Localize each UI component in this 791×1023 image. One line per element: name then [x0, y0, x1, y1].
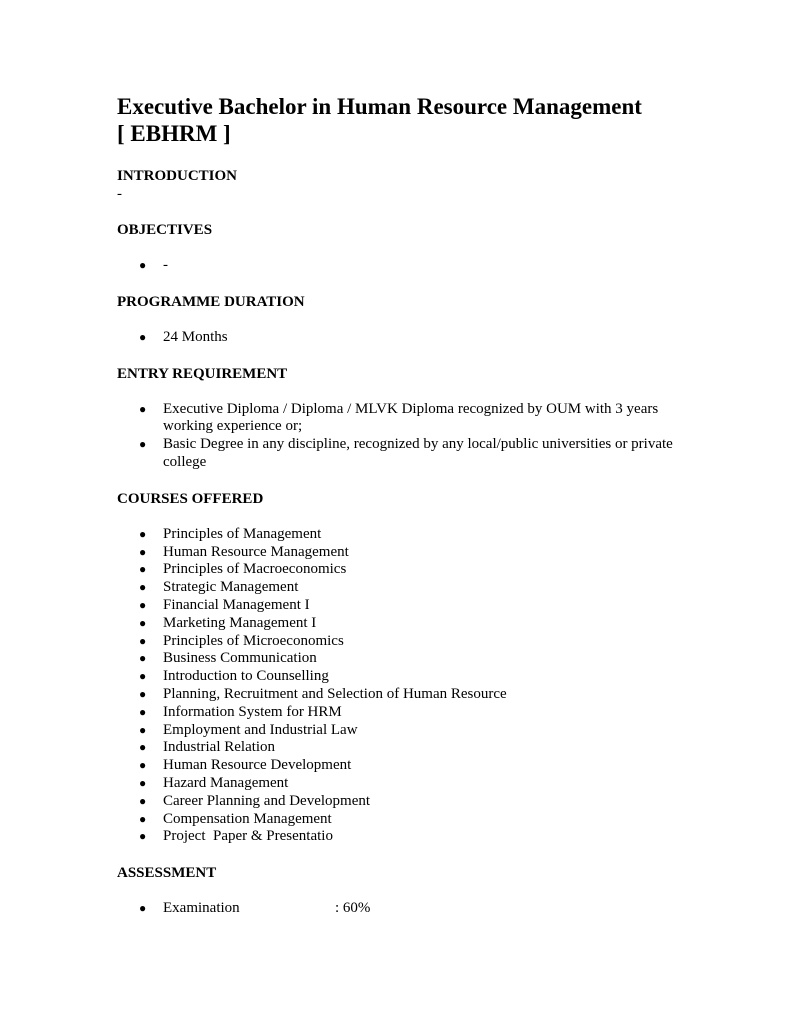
list-item	[117, 597, 677, 615]
course-text: Financial Management I	[163, 596, 310, 613]
bullet-icon: ●	[139, 722, 147, 737]
course-text: Strategic Management	[163, 579, 299, 596]
title-line-1: Executive Bachelor in Human Resource Management	[117, 94, 642, 119]
course-text: Career Planning and Development	[163, 792, 371, 809]
list-item	[117, 828, 677, 846]
course-text: Employment and Industrial Law	[163, 721, 358, 738]
course-text: Introduction to Counselling	[163, 668, 329, 685]
assessment-value: : 60%	[335, 900, 371, 917]
introduction-text: -	[117, 186, 122, 202]
course-text: Marketing Management I	[163, 614, 317, 631]
courses-offered-heading: COURSES OFFERED	[117, 490, 264, 507]
document-title	[117, 93, 677, 147]
list-item	[117, 668, 677, 686]
bullet-icon: ●	[139, 793, 147, 808]
objectives-heading: OBJECTIVES	[117, 222, 213, 238]
course-text: Human Resource Development	[163, 757, 352, 774]
programme-duration-heading: PROGRAMME DURATION	[117, 293, 305, 310]
bullet-icon: ●	[139, 901, 147, 916]
entry-requirement-list	[117, 401, 677, 472]
list-item	[117, 329, 677, 347]
introduction-heading: INTRODUCTION	[117, 168, 238, 184]
course-text: Industrial Relation	[163, 739, 276, 756]
list-item	[117, 579, 677, 597]
assessment-list	[117, 900, 677, 918]
bullet-icon: ●	[139, 544, 147, 559]
list-item	[117, 900, 677, 918]
list-item	[117, 757, 677, 775]
course-text: Planning, Recruitment and Selection of Human Resource	[163, 685, 507, 702]
bullet-icon: ●	[139, 401, 147, 416]
bullet-icon: ●	[139, 329, 147, 344]
programme-duration-list	[117, 329, 677, 347]
assessment-heading: ASSESSMENT	[117, 865, 217, 882]
bullet-icon: ●	[139, 740, 147, 755]
list-item	[117, 257, 677, 275]
list-item	[117, 561, 677, 579]
objective-text: -	[163, 257, 168, 273]
bullet-icon: ●	[139, 704, 147, 719]
bullet-icon: ●	[139, 437, 147, 452]
bullet-icon: ●	[139, 775, 147, 790]
course-text: Business Communication	[163, 650, 317, 667]
bullet-icon: ●	[139, 758, 147, 773]
bullet-icon: ●	[139, 829, 147, 844]
objectives-list	[117, 257, 677, 275]
requirement-text: Executive Diploma / Diploma / MLVK Diploma recognized by OUM with 3 years working experience or;	[163, 400, 659, 435]
list-item	[117, 544, 677, 562]
bullet-icon: ●	[139, 651, 147, 666]
course-text: Hazard Management	[163, 774, 289, 791]
list-item	[117, 739, 677, 757]
course-text: Principles of Microeconomics	[163, 632, 344, 649]
course-text: Information System for HRM	[163, 703, 342, 720]
list-item	[117, 526, 677, 544]
list-item	[117, 686, 677, 704]
bullet-icon: ●	[139, 258, 147, 272]
courses-offered-list	[117, 526, 677, 846]
list-item	[117, 615, 677, 633]
course-text: Human Resource Management	[163, 543, 349, 560]
document-page	[117, 93, 677, 918]
bullet-icon: ●	[139, 686, 147, 701]
list-item	[117, 650, 677, 668]
course-text: Project Paper & Presentatio	[163, 828, 333, 845]
entry-requirement-heading: ENTRY REQUIREMENT	[117, 365, 288, 382]
list-item	[117, 401, 677, 437]
assessment-label: Examination	[163, 900, 240, 917]
requirement-text: Basic Degree in any discipline, recognized by any local/public universities or private college	[163, 436, 673, 470]
duration-text: 24 Months	[163, 328, 228, 345]
bullet-icon: ●	[139, 669, 147, 684]
bullet-icon: ●	[139, 615, 147, 630]
list-item	[117, 633, 677, 651]
list-item	[117, 436, 677, 472]
list-item	[117, 775, 677, 793]
list-item	[117, 704, 677, 722]
bullet-icon: ●	[139, 580, 147, 595]
course-text: Principles of Macroeconomics	[163, 561, 347, 578]
title-line-2: [ EBHRM ]	[117, 121, 231, 146]
list-item	[117, 811, 677, 829]
bullet-icon: ●	[139, 562, 147, 577]
bullet-icon: ●	[139, 811, 147, 826]
bullet-icon: ●	[139, 633, 147, 648]
list-item	[117, 793, 677, 811]
course-text: Compensation Management	[163, 810, 332, 827]
bullet-icon: ●	[139, 526, 147, 541]
course-text: Principles of Management	[163, 525, 322, 542]
list-item	[117, 722, 677, 740]
bullet-icon: ●	[139, 597, 147, 612]
